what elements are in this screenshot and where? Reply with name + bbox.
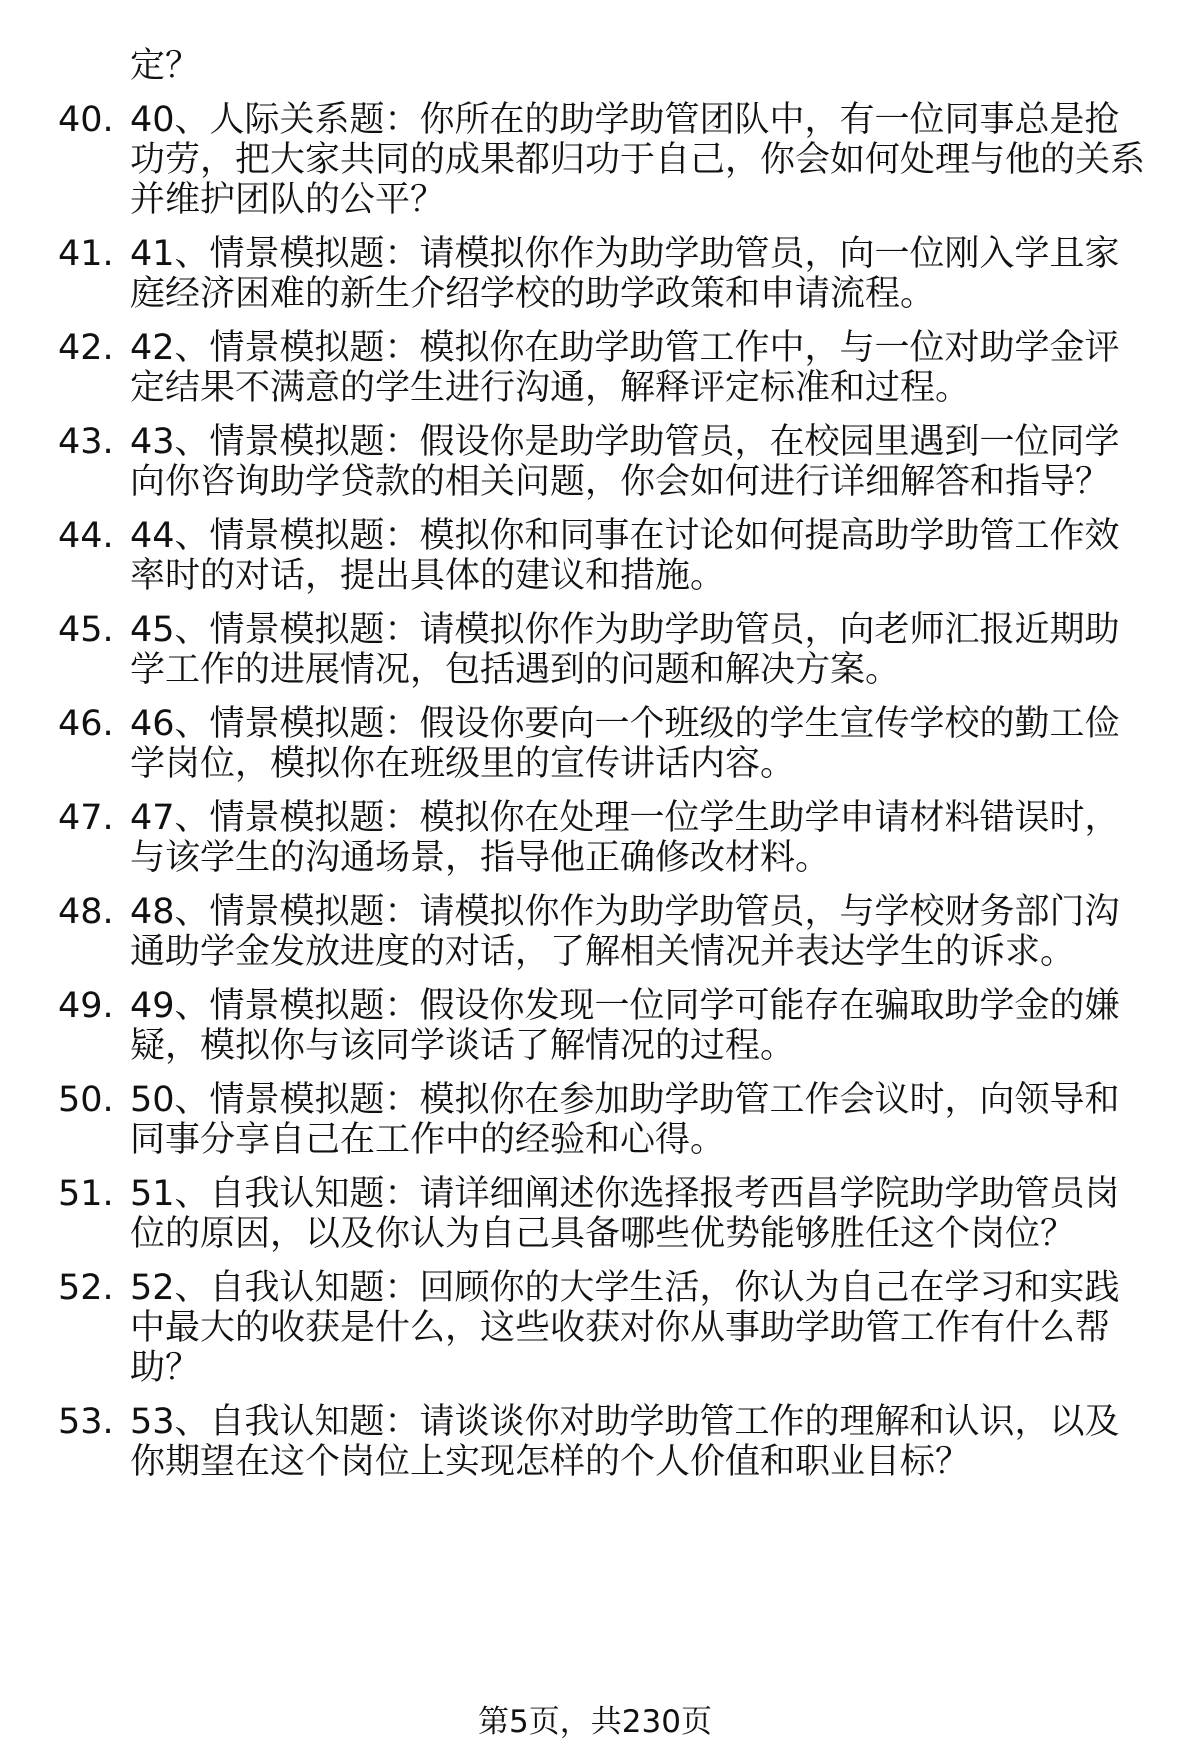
question-item: [0, 422, 1150, 502]
question-text: 51、自我认知题：请详细阐述你选择报考西昌学院助学助管员岗位的原因，以及你认为自己具备哪些优势能够胜任这个岗位？: [130, 1174, 1120, 1254]
question-item: [0, 892, 1150, 972]
question-number: 42.: [58, 328, 114, 368]
question-text: 40、人际关系题：你所在的助学助管团队中，有一位同事总是抢功劳，把大家共同的成果都归功于自己，你会如何处理与他的关系并维护团队的公平？: [130, 100, 1146, 220]
question-number: 52.: [58, 1268, 114, 1308]
question-text: 43、情景模拟题：假设你是助学助管员，在校园里遇到一位同学向你咨询助学贷款的相关问题，你会如何进行详细解答和指导？: [130, 422, 1120, 502]
question-text: 49、情景模拟题：假设你发现一位同学可能存在骗取助学金的嫌疑，模拟你与该同学谈话了解情况的过程。: [130, 986, 1120, 1066]
question-number: 46.: [58, 704, 114, 744]
question-text: 48、情景模拟题：请模拟你作为助学助管员，与学校财务部门沟通助学金发放进度的对话，了解相关情况并表达学生的诉求。: [130, 892, 1120, 972]
question-item: [0, 1268, 1150, 1388]
question-item: [0, 986, 1150, 1066]
question-item: [0, 1080, 1150, 1160]
question-number: 40.: [58, 100, 114, 140]
question-text: 53、自我认知题：请谈谈你对助学助管工作的理解和认识，以及你期望在这个岗位上实现怎样的个人价值和职业目标？: [130, 1402, 1120, 1482]
question-number: 48.: [58, 892, 114, 932]
question-item: [0, 328, 1150, 408]
question-item: [0, 704, 1150, 784]
question-number: 47.: [58, 798, 114, 838]
question-number: 44.: [58, 516, 114, 556]
question-text: 52、自我认知题：回顾你的大学生活，你认为自己在学习和实践中最大的收获是什么，这些收获对你从事助学助管工作有什么帮助？: [130, 1268, 1120, 1388]
question-text: 45、情景模拟题：请模拟你作为助学助管员，向老师汇报近期助学工作的进展情况，包括遇到的问题和解决方案。: [130, 610, 1120, 690]
question-number: 51.: [58, 1174, 114, 1214]
question-text: 41、情景模拟题：请模拟你作为助学助管员，向一位刚入学且家庭经济困难的新生介绍学校的助学政策和申请流程。: [130, 234, 1120, 314]
page-footer: 第5页，共230页: [478, 1704, 712, 1740]
question-text: 46、情景模拟题：假设你要向一个班级的学生宣传学校的勤工俭学岗位，模拟你在班级里的宣传讲话内容。: [130, 704, 1120, 784]
question-list: [58, 100, 1150, 1482]
question-item: [0, 610, 1150, 690]
question-item: [0, 1402, 1150, 1482]
question-number: 43.: [58, 422, 114, 462]
question-item: [0, 234, 1150, 314]
continuation-text: 定？: [130, 46, 201, 86]
question-number: 45.: [58, 610, 114, 650]
question-item: [0, 1174, 1150, 1254]
question-text: 42、情景模拟题：模拟你在助学助管工作中，与一位对助学金评定结果不满意的学生进行沟通，解释评定标准和过程。: [130, 328, 1120, 408]
question-item: [0, 100, 1150, 220]
question-item: [0, 798, 1150, 878]
question-content: [58, 46, 1150, 1482]
question-number: 49.: [58, 986, 114, 1026]
question-text: 44、情景模拟题：模拟你和同事在讨论如何提高助学助管工作效率时的对话，提出具体的建议和措施。: [130, 516, 1120, 596]
question-number: 50.: [58, 1080, 114, 1120]
question-item: [0, 516, 1150, 596]
question-text: 50、情景模拟题：模拟你在参加助学助管工作会议时，向领导和同事分享自己在工作中的经验和心得。: [130, 1080, 1120, 1160]
question-number: 53.: [58, 1402, 114, 1442]
question-text: 47、情景模拟题：模拟你在处理一位学生助学申请材料错误时，与该学生的沟通场景，指导他正确修改材料。: [130, 798, 1120, 878]
question-number: 41.: [58, 234, 114, 274]
